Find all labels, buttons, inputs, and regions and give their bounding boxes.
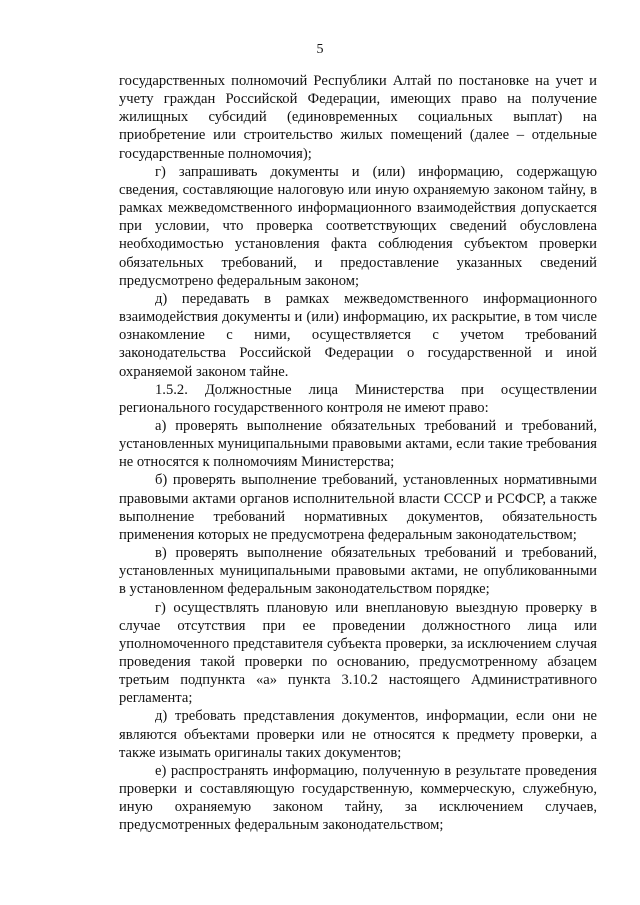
paragraph-item-b: б) проверять выполнение требований, установленных нормативными правовыми актами органов исполнительной власти СССР и РСФСР, а также выполнение требований нормативных документов, обязательность применения которых не предусмотрена федеральным законодательством;: [119, 472, 597, 543]
paragraph-item-g-inspection: г) осуществлять плановую или внеплановую выездную проверку в случае отсутствия при ее проведении должностного лица или уполномоченного представителя субъекта проверки, за исключением случая проведения такой проверки по основанию, предусмотренному абзацем третьим подпункта «а» пункта 3.10.2 настоящего Административного регламента;: [119, 599, 597, 707]
paragraph-item-v: в) проверять выполнение обязательных требований и требований, установленных муниципальными правовыми актами, не опубликованными в установленном федеральным законодательством порядке;: [119, 545, 597, 598]
paragraph-item-g-request: г) запрашивать документы и (или) информацию, содержащую сведения, составляющие налоговую или иную охраняемую законом тайну, в рамках межведомственного информационного взаимодействия допускается при условии, что проверка соответствующих сведений обусловлена необходимостью установления факта соблюдения субъектом проверки обязательных требований, и предоставление указанных сведений предусмотрено федеральным законом;: [119, 163, 597, 289]
document-body: [119, 72, 597, 835]
paragraph-item-d-documents: д) требовать представления документов, информации, если они не являются объектами проверки или не относятся к предмету проверки, а также изымать оригиналы таких документов;: [119, 708, 597, 761]
paragraph-continuation: государственных полномочий Республики Алтай по постановке на учет и учету граждан Российской Федерации, имеющих право на получение жилищных субсидий (единовременных социальных выплат) на приобретение или строительство жилых помещений (далее – отдельные государственные полномочия);: [119, 73, 597, 162]
paragraph-item-d-transfer: д) передавать в рамках межведомственного информационного взаимодействия документы и (или) информацию, их раскрытие, в том числе ознакомление с ними, осуществляется с учетом требований законодательства Российской Федерации о государственной и иной охраняемой законом тайне.: [119, 290, 597, 380]
page-number: 5: [316, 42, 324, 57]
paragraph-item-e: е) распространять информацию, полученную в результате проведения проверки и составляющую государственную, коммерческую, служебную, иную охраняемую законом тайну, за исключением случаев, предусмотренных федеральным законодательством;: [119, 762, 597, 834]
paragraph-section-1-5-2: 1.5.2. Должностные лица Министерства при осуществлении регионального государственного контроля не имеют право:: [119, 381, 597, 416]
paragraph-item-a: а) проверять выполнение обязательных требований и требований, установленных муниципальными правовыми актами, если такие требования не относятся к полномочиям Министерства;: [119, 417, 597, 471]
